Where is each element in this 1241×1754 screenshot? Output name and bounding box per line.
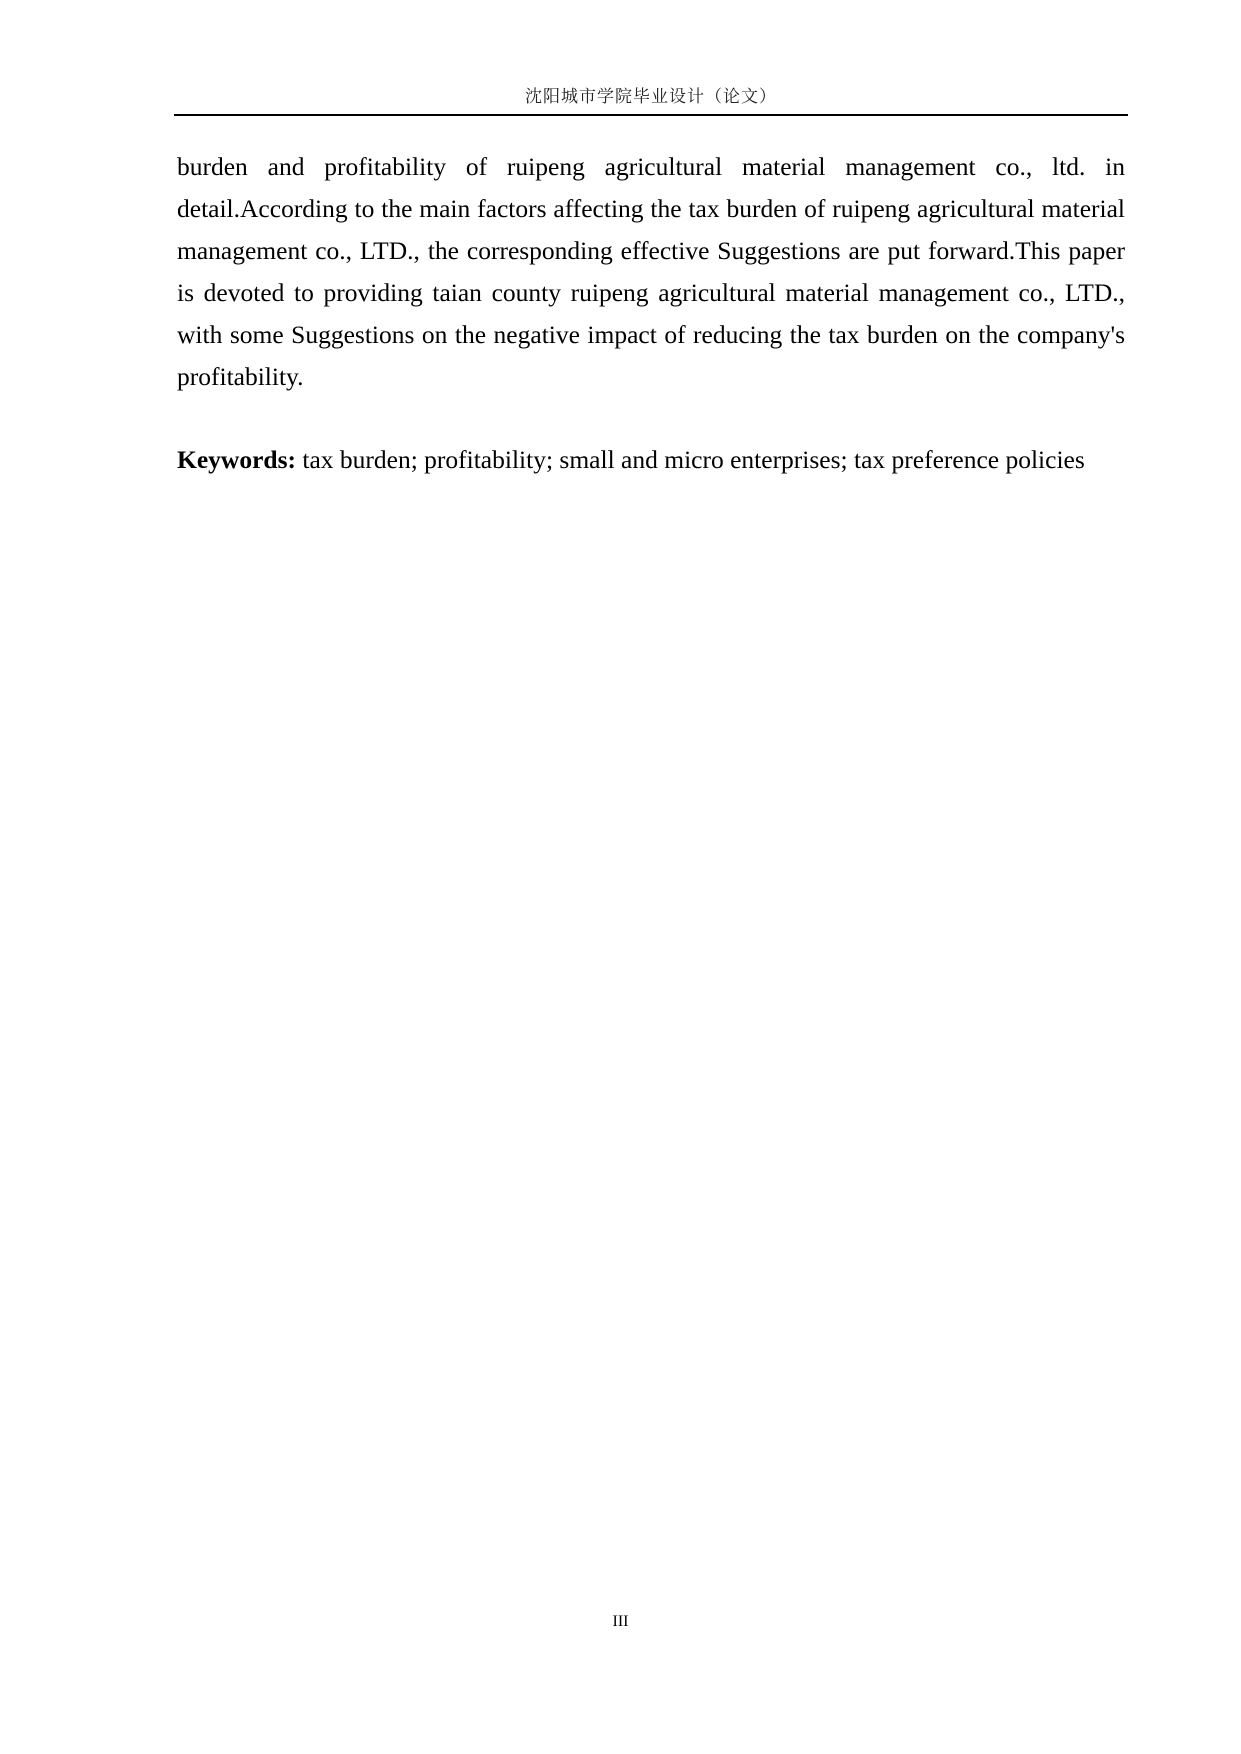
keywords-text: tax burden; profitability; small and micro enterprises; tax preference policies [302,445,1085,474]
header-rule [174,114,1128,116]
page-number: III [612,1613,629,1630]
keywords-line [177,439,1125,481]
abstract-paragraph: burden and profitability of ruipeng agricultural material management co., ltd. in detail.According to the main factors affecting the tax burden of ruipeng agricultural material management co., LTD., the corresponding effective Suggestions are put forward.This paper is devoted to providing taian county ruipeng agricultural material management co., LTD., with some Suggestions on the negative impact of reducing the tax burden on the company's profitability. [177,152,1125,391]
running-header: 沈阳城市学院毕业设计（论文） [525,87,777,107]
keywords-label: Keywords: [177,445,296,474]
